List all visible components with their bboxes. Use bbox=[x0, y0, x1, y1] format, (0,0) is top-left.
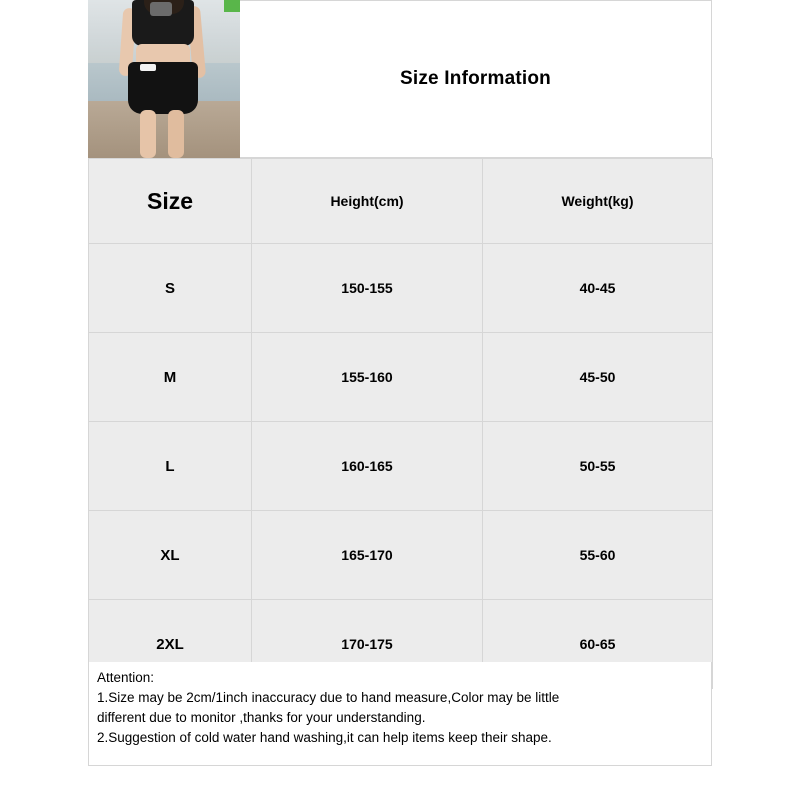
cell-size: L bbox=[89, 422, 252, 511]
table-row bbox=[89, 244, 713, 333]
cell-height: 155-160 bbox=[252, 333, 483, 422]
column-header-size: Size bbox=[89, 159, 252, 244]
attention-line-2: different due to monitor ,thanks for your understanding. bbox=[97, 710, 426, 725]
photo-green-marker bbox=[224, 0, 240, 12]
page-title: Size Information bbox=[400, 68, 551, 89]
photo-model-belt bbox=[140, 64, 156, 71]
cell-size: M bbox=[89, 333, 252, 422]
table-row bbox=[89, 511, 713, 600]
cell-height: 160-165 bbox=[252, 422, 483, 511]
photo-model-bag bbox=[150, 2, 172, 16]
photo-model-right-leg bbox=[168, 110, 184, 158]
product-photo bbox=[88, 0, 240, 158]
column-header-weight: Weight(kg) bbox=[483, 159, 713, 244]
cell-height: 170-175 bbox=[252, 600, 483, 689]
size-table bbox=[88, 158, 713, 689]
attention-block bbox=[88, 662, 712, 766]
size-table-head bbox=[89, 159, 713, 244]
cell-weight: 60-65 bbox=[483, 600, 713, 689]
cell-weight: 50-55 bbox=[483, 422, 713, 511]
size-table-body bbox=[89, 244, 713, 689]
attention-heading: Attention: bbox=[97, 670, 155, 685]
cell-weight: 40-45 bbox=[483, 244, 713, 333]
cell-size: 2XL bbox=[89, 600, 252, 689]
cell-weight: 55-60 bbox=[483, 511, 713, 600]
cell-height: 150-155 bbox=[252, 244, 483, 333]
table-header-row bbox=[89, 159, 713, 244]
cell-size: S bbox=[89, 244, 252, 333]
attention-line-1: 1.Size may be 2cm/1inch inaccuracy due to hand measure,Color may be little bbox=[97, 690, 560, 705]
cell-size: XL bbox=[89, 511, 252, 600]
column-header-height: Height(cm) bbox=[252, 159, 483, 244]
cell-weight: 45-50 bbox=[483, 333, 713, 422]
table-row bbox=[89, 333, 713, 422]
attention-line-3: 2.Suggestion of cold water hand washing,it can help items keep their shape. bbox=[97, 730, 552, 745]
size-table-wrapper bbox=[88, 158, 712, 689]
size-information-title-cell bbox=[240, 0, 712, 158]
header-row bbox=[88, 0, 712, 158]
photo-model-left-leg bbox=[140, 110, 156, 158]
photo-model-shorts bbox=[128, 62, 198, 114]
table-row bbox=[89, 422, 713, 511]
cell-height: 165-170 bbox=[252, 511, 483, 600]
